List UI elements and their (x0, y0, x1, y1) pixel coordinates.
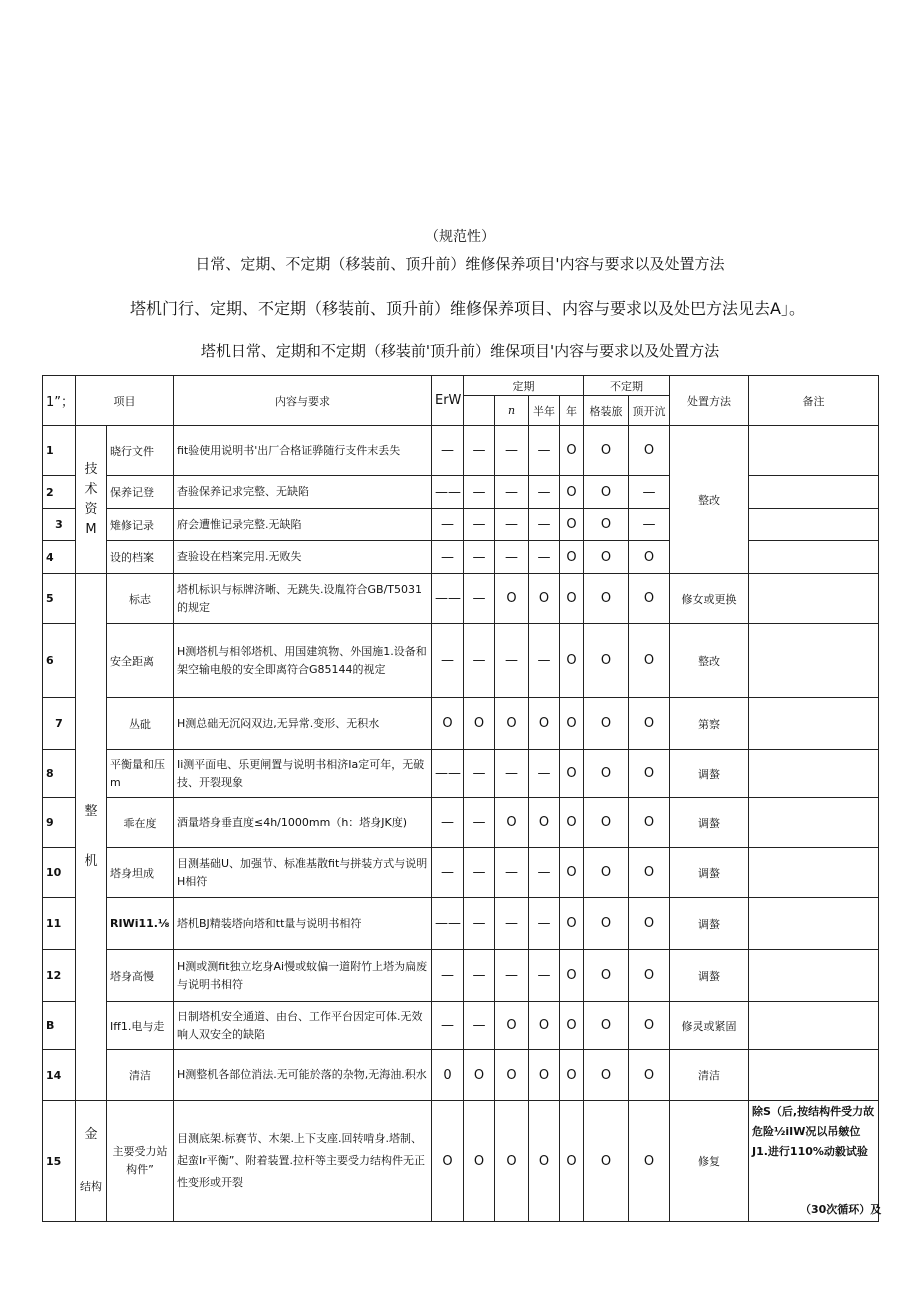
row-method: 第察 (670, 698, 749, 750)
mark-blank: — (464, 426, 495, 476)
remark-cell (749, 574, 879, 624)
row-item: 保养记登 (107, 476, 174, 509)
mark-install: O (584, 541, 629, 574)
header-periodic: 定期 (464, 376, 584, 396)
mark-install: O (584, 574, 629, 624)
table-row (43, 541, 879, 574)
mark-half-year: — (529, 950, 560, 1002)
mark-n: O (495, 1050, 529, 1101)
remark-cell (749, 1050, 879, 1101)
row-number: 10 (43, 848, 76, 898)
doc-label: （规范性） (425, 229, 495, 245)
remark-cell (749, 1002, 879, 1050)
row-content: 府会遭惟记录完整.无缺陷 (174, 509, 432, 541)
remark-cell (749, 798, 879, 848)
mark-n: — (495, 541, 529, 574)
group-metal-top: 金 (84, 1127, 98, 1142)
mark-half-year: — (529, 750, 560, 798)
mark-blank: — (464, 509, 495, 541)
mark-daily: —— (432, 898, 464, 950)
row-content: Ii测平面电、乐更闸置与说明书相济Ia定可年，无破技、开裂现象 (174, 750, 432, 798)
mark-daily: — (432, 848, 464, 898)
header-half-year: 半年 (529, 396, 560, 426)
mark-install: O (584, 798, 629, 848)
mark-daily: — (432, 950, 464, 1002)
row-method: 清洁 (670, 1050, 749, 1101)
row-content: 目测基础U、加强节、标准基散fit与拼装方式与说明H相符 (174, 848, 432, 898)
mark-half-year: O (529, 1002, 560, 1050)
mark-jack: O (629, 848, 670, 898)
mark-jack: O (629, 950, 670, 1002)
mark-daily: —— (432, 750, 464, 798)
mark-blank: O (464, 698, 495, 750)
row-content: 塔机BJ精装塔向塔和tt量与说明书相符 (174, 898, 432, 950)
remark-cell (749, 750, 879, 798)
row-content: H测塔机与相邻塔机、用国建筑物、外国施1.设备和架空输电般的安全即离符合G85144的视定 (174, 624, 432, 698)
mark-daily: —— (432, 574, 464, 624)
mark-install: O (584, 476, 629, 509)
mark-jack: — (629, 476, 670, 509)
row-number: 15 (43, 1101, 76, 1222)
row-content: 查验设在档案完用.无败失 (174, 541, 432, 574)
mark-year: O (560, 476, 584, 509)
row-method: 修灵或紧固 (670, 1002, 749, 1050)
table-row (43, 1101, 879, 1222)
mark-half-year: — (529, 898, 560, 950)
remark-cell (749, 848, 879, 898)
mark-n: — (495, 898, 529, 950)
group-whole-bottom: 机 (84, 854, 98, 869)
mark-install: O (584, 624, 629, 698)
mark-blank: — (464, 574, 495, 624)
row-item: 安全距离 (107, 624, 174, 698)
table-row (43, 750, 879, 798)
table-row (43, 1050, 879, 1101)
mark-daily: — (432, 624, 464, 698)
group-whole (76, 574, 107, 1101)
doc-heading: 日常、定期、不定期（移装前、顶升前）维修保养项目'内容与要求以及处置方法 (195, 255, 725, 273)
mark-jack: O (629, 574, 670, 624)
mark-blank: — (464, 848, 495, 898)
mark-jack: O (629, 898, 670, 950)
row-number: 2 (43, 476, 76, 509)
mark-jack: O (629, 1101, 670, 1222)
mark-daily: — (432, 426, 464, 476)
mark-jack: O (629, 750, 670, 798)
mark-half-year: — (529, 541, 560, 574)
remark-cell (749, 698, 879, 750)
group-metal-bottom: 结构 (80, 1180, 102, 1193)
mark-n: O (495, 574, 529, 624)
mark-blank: — (464, 1002, 495, 1050)
mark-n: — (495, 624, 529, 698)
mark-jack: O (629, 624, 670, 698)
mark-year: O (560, 1002, 584, 1050)
mark-daily: —— (432, 476, 464, 509)
doc-intro: 塔机门行、定期、不定期（移装前、顶升前）维修保养项目、内容与要求以及处巴方法见去A」。 (130, 299, 805, 318)
row-item: 标志 (107, 574, 174, 624)
mark-n: — (495, 750, 529, 798)
mark-half-year: O (529, 1050, 560, 1101)
row-number: 7 (43, 698, 76, 750)
row-item: 丛砒 (107, 698, 174, 750)
row-item: 晓行文件 (107, 426, 174, 476)
row-number: 3 (43, 509, 76, 541)
header-method: 处置方法 (670, 376, 749, 426)
row-item: 主要受力站构件” (107, 1101, 174, 1222)
header-irregular: 不定期 (584, 376, 670, 396)
remark-cell (749, 509, 879, 541)
mark-jack: O (629, 1002, 670, 1050)
remark-overflow: （30次循环）及 (800, 1203, 882, 1216)
table-row (43, 848, 879, 898)
mark-n: — (495, 426, 529, 476)
mark-install: O (584, 1002, 629, 1050)
row-content: 杳验保养记求完整、无缺陷 (174, 476, 432, 509)
maintenance-table (42, 375, 882, 1222)
mark-daily: O (432, 698, 464, 750)
table-row (43, 950, 879, 1002)
mark-blank: O (464, 1101, 495, 1222)
mark-half-year: — (529, 509, 560, 541)
header-remark: 备注 (749, 376, 879, 426)
row-number: 9 (43, 798, 76, 848)
row-number: 4 (43, 541, 76, 574)
table-row (43, 698, 879, 750)
mark-daily: — (432, 798, 464, 848)
table-row (43, 509, 879, 541)
mark-jack: O (629, 426, 670, 476)
mark-n: — (495, 476, 529, 509)
table-row (43, 898, 879, 950)
row-number: 14 (43, 1050, 76, 1101)
row-item: 雉修记录 (107, 509, 174, 541)
mark-daily: 0 (432, 1050, 464, 1101)
group-metal (76, 1101, 107, 1222)
mark-install: O (584, 698, 629, 750)
mark-n: O (495, 798, 529, 848)
mark-year: O (560, 698, 584, 750)
mark-year: O (560, 1101, 584, 1222)
table-caption: 塔机日常、定期和不定期（移装前'顶升前）维保项目'内容与要求以及处置方法 (200, 342, 720, 360)
mark-blank: — (464, 898, 495, 950)
mark-install: O (584, 1050, 629, 1101)
mark-year: O (560, 750, 584, 798)
mark-n: O (495, 1101, 529, 1222)
table-row (43, 426, 879, 476)
row-content: fit验使用说明书'出厂合格证骅随行支件末丢失 (174, 426, 432, 476)
row-method: 调螯 (670, 798, 749, 848)
mark-year: O (560, 898, 584, 950)
mark-jack: O (629, 798, 670, 848)
row-item: 塔身坦成 (107, 848, 174, 898)
header-before-install: 格装旅 (584, 396, 629, 426)
table-row (43, 574, 879, 624)
table-row (43, 798, 879, 848)
row-item: 塔身高慢 (107, 950, 174, 1002)
row-method: 调螯 (670, 950, 749, 1002)
mark-year: O (560, 426, 584, 476)
row-method: 整改 (670, 624, 749, 698)
mark-half-year: O (529, 798, 560, 848)
remark-cell (749, 426, 879, 476)
row-content: 目测底架.标赛节、木架.上下支座.回转啃身.塔制、起蛮Ir平衡”、附着装置.拉杆等主要受力结构件无正性变形或开裂 (174, 1101, 432, 1222)
row-item: RIWi11.⅛ (107, 898, 174, 950)
row-item: 乖在度 (107, 798, 174, 848)
row-item: 平衡量和压m (107, 750, 174, 798)
mark-daily: — (432, 1002, 464, 1050)
mark-daily: — (432, 509, 464, 541)
mark-blank: O (464, 1050, 495, 1101)
mark-n: — (495, 848, 529, 898)
mark-half-year: — (529, 426, 560, 476)
row-method: 修复 (670, 1101, 749, 1222)
mark-install: O (584, 750, 629, 798)
mark-year: O (560, 509, 584, 541)
header-periodic-n: n (495, 396, 529, 426)
mark-install: O (584, 898, 629, 950)
row-number: 1 (43, 426, 76, 476)
remark-cell (749, 541, 879, 574)
mark-half-year: — (529, 848, 560, 898)
header-content: 内容与要求 (174, 376, 432, 426)
mark-year: O (560, 950, 584, 1002)
group-tech: 技术资M (76, 426, 107, 574)
row-method: 调螯 (670, 848, 749, 898)
row-content: 日制塔机安全通道、由台、工作平台因定可体.无效响人双安全的缺陷 (174, 1002, 432, 1050)
mark-n: — (495, 509, 529, 541)
mark-year: O (560, 1050, 584, 1101)
row-method: 调螯 (670, 898, 749, 950)
row-item: 清洁 (107, 1050, 174, 1101)
row-item: 设的档案 (107, 541, 174, 574)
remark-cell (749, 898, 879, 950)
row-method: 调螯 (670, 750, 749, 798)
mark-install: O (584, 950, 629, 1002)
remark-row-15: 除S（后,按结构件受力故危险½iIW况以吊皴位J1.进行110%动毅试验 (749, 1101, 879, 1222)
mark-jack: O (629, 698, 670, 750)
mark-year: O (560, 848, 584, 898)
row-item: Iff1.电与走 (107, 1002, 174, 1050)
mark-jack: O (629, 541, 670, 574)
header-daily: ErW (432, 376, 464, 426)
mark-jack: — (629, 509, 670, 541)
row-content: 塔机标识与标牌济晰、无跳失.设胤符合GB/T5031的规定 (174, 574, 432, 624)
header-blank (464, 396, 495, 426)
mark-daily: O (432, 1101, 464, 1222)
remark-cell (749, 950, 879, 1002)
row-content: H测或测fit独立圪身Ai慢或蚊偏一道附竹上塔为扁废与说明书相符 (174, 950, 432, 1002)
table-row (43, 476, 879, 509)
mark-blank: — (464, 624, 495, 698)
row-method: 修女或更换 (670, 574, 749, 624)
mark-install: O (584, 509, 629, 541)
mark-year: O (560, 624, 584, 698)
row-number: 6 (43, 624, 76, 698)
header-no: 1”； (43, 376, 76, 426)
remark-cell (749, 476, 879, 509)
mark-install: O (584, 848, 629, 898)
row-content: H测整机各部位消法.无可能於落的杂物,无海油.积水 (174, 1050, 432, 1101)
row-number: 8 (43, 750, 76, 798)
mark-daily: — (432, 541, 464, 574)
row-number: B (43, 1002, 76, 1050)
mark-install: O (584, 426, 629, 476)
remark-cell (749, 624, 879, 698)
mark-n: — (495, 950, 529, 1002)
mark-half-year: — (529, 624, 560, 698)
mark-blank: — (464, 476, 495, 509)
mark-blank: — (464, 750, 495, 798)
row-number: 12 (43, 950, 76, 1002)
table-row (43, 1002, 879, 1050)
mark-blank: — (464, 541, 495, 574)
mark-n: O (495, 1002, 529, 1050)
method-tech: 整改 (670, 426, 749, 574)
row-number: 5 (43, 574, 76, 624)
mark-jack: O (629, 1050, 670, 1101)
header-year: 年 (560, 396, 584, 426)
row-content: 酒量塔身垂直度≤4h/1000mm（h：塔身JK度) (174, 798, 432, 848)
header-item: 项目 (76, 376, 174, 426)
mark-blank: — (464, 798, 495, 848)
mark-year: O (560, 541, 584, 574)
row-number: 11 (43, 898, 76, 950)
mark-year: O (560, 574, 584, 624)
mark-half-year: — (529, 476, 560, 509)
mark-blank: — (464, 950, 495, 1002)
table-row (43, 624, 879, 698)
group-whole-top: 整 (84, 804, 98, 819)
header-before-jack: 顶开沆 (629, 396, 670, 426)
mark-half-year: O (529, 698, 560, 750)
mark-n: O (495, 698, 529, 750)
mark-year: O (560, 798, 584, 848)
mark-install: O (584, 1101, 629, 1222)
row-content: H测总础无沉闷双边,无异常.变形、无积水 (174, 698, 432, 750)
mark-half-year: O (529, 574, 560, 624)
mark-half-year: O (529, 1101, 560, 1222)
